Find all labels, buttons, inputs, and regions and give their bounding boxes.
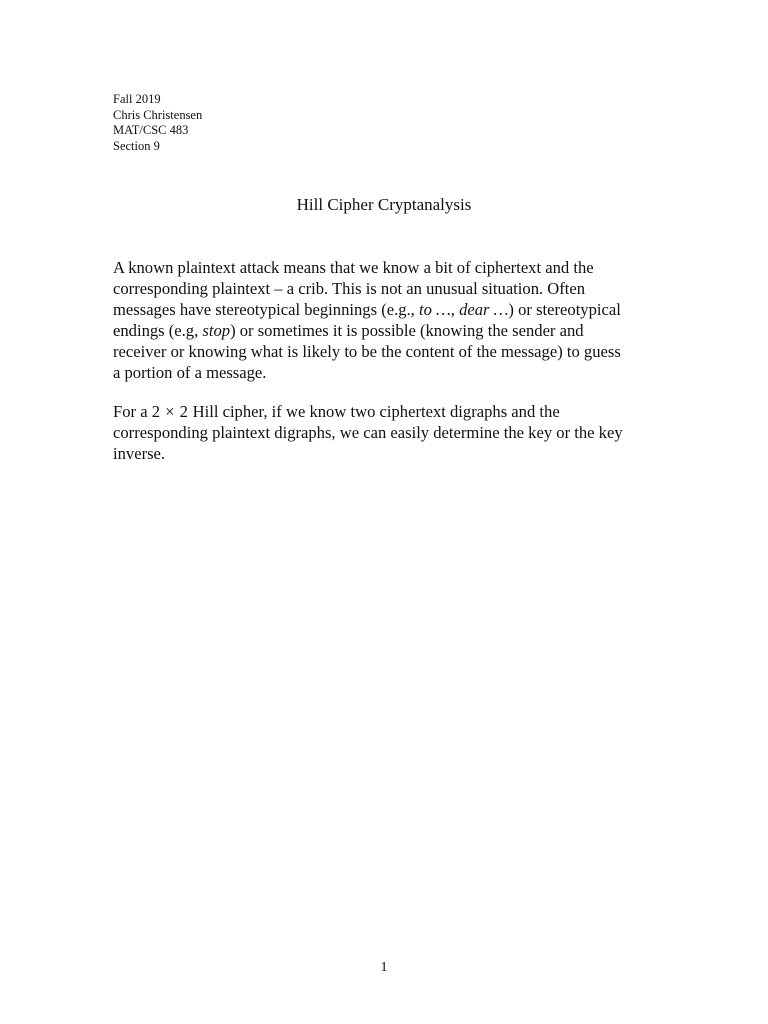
paragraph-line: corresponding plaintext – a crib. This is not an unusual situation. Often: [113, 279, 586, 298]
section-label: Section 9: [113, 138, 160, 153]
text-segment: Hill cipher, if we know two ciphertext digraphs and the: [188, 402, 560, 421]
document-header: [113, 92, 202, 154]
matrix-size-math: 2 × 2: [151, 402, 189, 421]
paragraph-hill-cipher: [113, 401, 673, 464]
text-segment: messages have stereotypical beginnings (e.g.,: [113, 300, 419, 319]
paragraph-line: [113, 401, 673, 422]
paragraph-line: corresponding plaintext digraphs, we can easily determine the key or the key: [113, 423, 623, 442]
paragraph-known-plaintext: [113, 257, 673, 383]
paragraph-line: [113, 320, 673, 341]
emphasis-stop: stop: [202, 321, 231, 340]
document-title: Hill Cipher Cryptanalysis: [296, 195, 472, 214]
term-label: Fall 2019: [113, 92, 161, 106]
paragraph-line: A known plaintext attack means that we know a bit of ciphertext and the: [113, 258, 594, 277]
text-segment: For a: [113, 402, 152, 421]
emphasis-dear: dear …: [459, 300, 509, 319]
paragraph-line: receiver or knowing what is likely to be the content of the message) to guess: [113, 342, 621, 361]
page-number: 1: [380, 960, 388, 975]
paragraph-line: [113, 299, 673, 320]
paragraph-line: a portion of a message.: [113, 363, 267, 382]
course-code: MAT/CSC 483: [113, 123, 189, 137]
emphasis-to: to …: [418, 300, 451, 319]
text-segment: endings (e.g,: [113, 321, 203, 340]
text-segment: ) or stereotypical: [508, 300, 621, 319]
paragraph-line: inverse.: [113, 444, 166, 463]
text-segment: ) or sometimes it is possible (knowing the sender and: [230, 321, 584, 340]
text-segment: ,: [450, 300, 460, 319]
author-name: Chris Christensen: [113, 107, 203, 122]
